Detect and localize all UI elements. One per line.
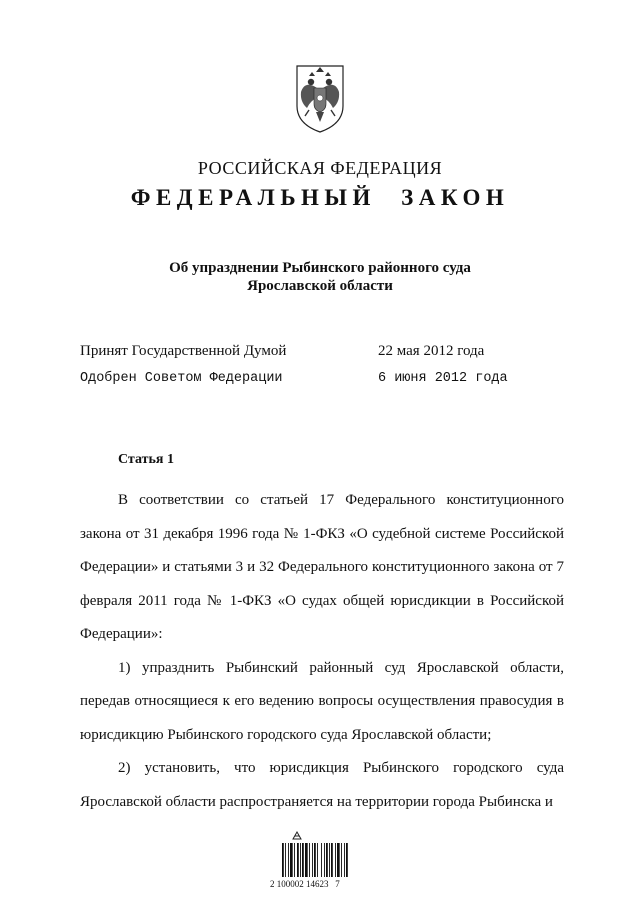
barcode-bar xyxy=(302,843,304,877)
article-paragraph: 1) упразднить Рыбинский районный суд Ярославской области, передав относящиеся к его ведению вопросы осуществления правосудия в юрисдикцию Рыбинского городского суда Ярославской области; xyxy=(80,659,564,743)
country-title: РОССИЙСКАЯ ФЕДЕРАЦИЯ xyxy=(197,158,443,178)
barcode-bar xyxy=(329,843,330,877)
barcode-bar xyxy=(326,843,328,877)
barcode-bar xyxy=(314,843,316,877)
law-subject-line-2: Ярославской области xyxy=(247,278,393,294)
barcode-bar xyxy=(300,843,301,877)
law-subject-line-1: Об упразднении Рыбинского районного суда xyxy=(169,260,471,276)
barcode-bar xyxy=(305,843,308,877)
barcode-mark-icon xyxy=(292,830,302,840)
barcode-bar xyxy=(285,843,286,877)
adopted-date: 22 мая 2012 года xyxy=(378,343,485,359)
barcode-bar xyxy=(346,843,348,877)
barcode-bar xyxy=(337,843,340,877)
barcode-bar xyxy=(312,843,313,877)
approved-date: 6 июня 2012 года xyxy=(378,371,508,386)
document-type-title: ФЕДЕРАЛЬНЫЙ ЗАКОН xyxy=(130,185,510,210)
barcode-bar xyxy=(309,843,310,877)
barcode-number: 2 100002 14623 7 xyxy=(270,879,340,889)
barcode-bar xyxy=(341,843,342,877)
barcode-bar xyxy=(335,843,336,877)
law-subject xyxy=(0,259,640,295)
barcode-bar xyxy=(331,843,333,877)
article-paragraph: В соответствии со статьей 17 Федерального конституционного закона от 31 декабря 1996 года № 1-ФКЗ «О судебной системе Российской Федерации» и статьями 3 и 32 Федерального конституционного закона от 7 февраля 2011 года № 1-ФКЗ «О судах общей юрисдикции в Российской Федерации»: xyxy=(80,492,564,642)
russian-coat-of-arms-icon xyxy=(287,62,353,134)
barcode-bar xyxy=(321,843,322,877)
barcode-bar xyxy=(290,843,293,877)
article-title: Статья 1 xyxy=(118,452,174,467)
barcode-bars xyxy=(282,843,358,877)
approved-by-federation-council-label: Одобрен Советом Федерации xyxy=(80,371,283,386)
barcode-bar xyxy=(297,843,299,877)
barcode-bar xyxy=(317,843,318,877)
barcode-bar xyxy=(294,843,295,877)
barcode-bar xyxy=(324,843,325,877)
article-body xyxy=(80,484,564,819)
article-paragraph: 2) установить, что юрисдикция Рыбинского городского суда Ярославской области распространяется на территории города Рыбинска и xyxy=(80,760,564,810)
barcode-bar xyxy=(344,843,345,877)
barcode-bar xyxy=(288,843,289,877)
barcode-bar xyxy=(282,843,284,877)
adopted-by-duma-label: Принят Государственной Думой xyxy=(80,343,287,359)
